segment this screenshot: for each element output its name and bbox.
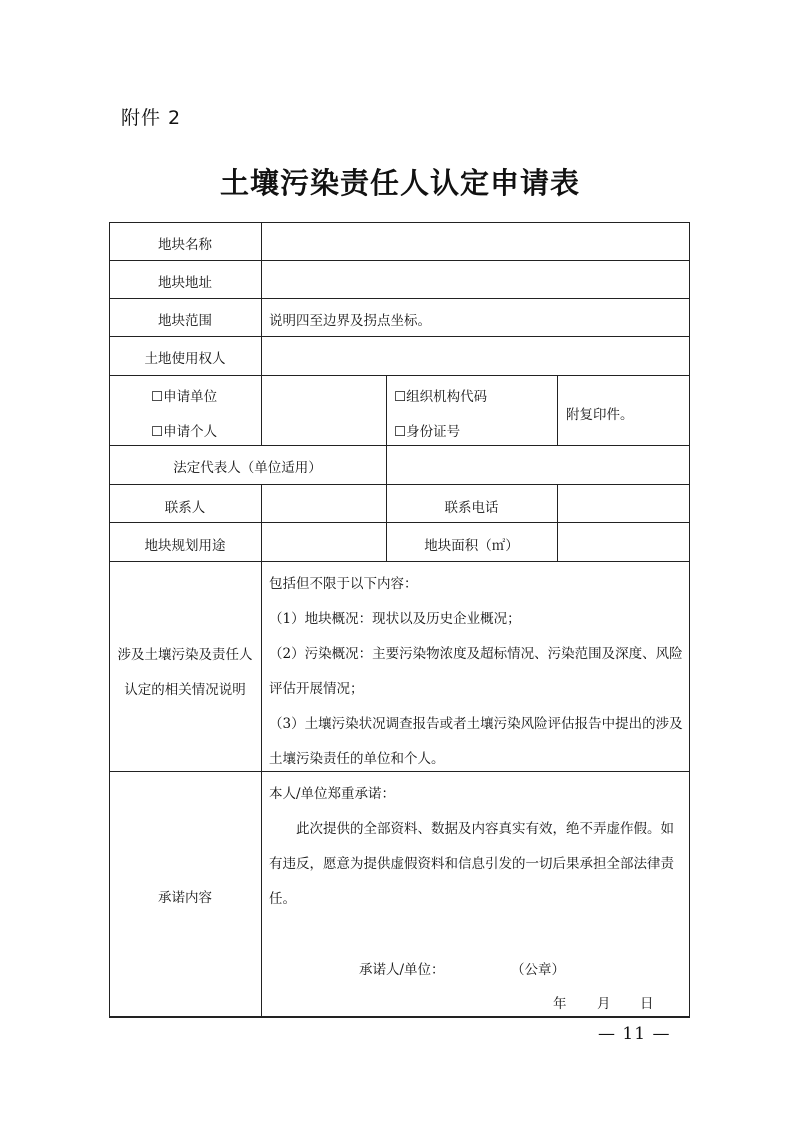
contact-phone-field[interactable] [559,486,688,521]
org-code-label: 组织机构代码 [406,389,488,405]
land-right-holder-label: 土地使用权人 [144,351,226,367]
situation-item-1: （1）地块概况：现状以及历史企业概况； [269,611,521,627]
row-divider [109,298,690,299]
date-year: 年 [553,996,567,1012]
contact-phone-label: 联系电话 [444,500,499,516]
plot-name-field[interactable] [263,224,688,259]
id-number-label: 身份证号 [406,424,461,440]
checkbox-icon[interactable]: ☐ [151,389,164,405]
checkbox-icon[interactable]: ☐ [394,424,407,440]
situation-content[interactable] [269,567,686,777]
checkbox-icon[interactable]: ☐ [394,389,407,405]
plot-scope-field[interactable]: 说明四至边界及拐点坐标。 [269,313,431,329]
page-title: 土壤污染责任人认定申请表 [219,166,580,200]
applicant-unit-checkbox-row[interactable] [151,391,217,405]
planned-use-field[interactable] [263,524,385,560]
legal-rep-label: 法定代表人（单位适用） [173,460,322,476]
commitment-text: 此次提供的全部资料、数据及内容真实有效，绝不弄虚作假。如有违反，愿意为提供虚假资料和信息引发的一切后果承担全部法律责任。 [269,821,674,907]
situation-label-line2: 认定的相关情况说明 [124,682,246,698]
table-border-bottom [109,1016,690,1018]
table-border-right [689,222,690,1018]
col-divider [261,484,262,1017]
org-code-checkbox-row[interactable] [394,391,487,405]
applicant-person-checkbox-row[interactable] [151,426,217,440]
application-form-table [109,222,690,1017]
signature-field[interactable] [449,958,509,980]
situation-item-3: （3）土壤污染状况调查报告或者土壤污染风险评估报告中提出的涉及土壤污染责任的单位和个人。 [269,716,683,767]
plot-address-field[interactable] [263,262,688,297]
checkbox-icon[interactable]: ☐ [151,424,164,440]
commitment-content [269,777,686,917]
plot-scope-label: 地块范围 [158,313,212,329]
seal-label: （公章） [511,962,565,978]
contact-person-field[interactable] [263,486,385,521]
applicant-unit-label: 申请单位 [163,389,218,405]
col-divider [557,375,558,445]
attachment-label: 附件 2 [121,107,182,129]
legal-rep-field[interactable] [388,447,688,483]
contact-person-label: 联系人 [164,500,206,516]
plot-area-label: 地块面积（㎡） [424,538,519,554]
applicant-person-label: 申请个人 [163,424,218,440]
commitment-label: 承诺内容 [158,890,212,906]
plot-name-label: 地块名称 [158,237,212,253]
date-day: 日 [640,996,654,1012]
planned-use-label: 地块规划用途 [144,538,226,554]
applicant-name-field[interactable] [263,377,385,444]
commitment-intro: 本人/单位郑重承诺： [269,786,396,802]
row-divider [109,561,690,562]
date-month: 月 [597,996,611,1012]
situation-intro: 包括但不限于以下内容： [269,576,418,592]
id-number-checkbox-row[interactable] [394,426,460,440]
attach-copy-note: 附复印件。 [566,407,634,423]
situation-label-line1: 涉及土壤污染及责任人 [117,647,253,663]
page-number: — 11 — [598,1024,671,1044]
situation-item-2: （2）污染概况：主要污染物浓度及超标情况、污染范围及深度、风险评估开展情况； [269,646,683,697]
land-right-holder-field[interactable] [263,338,688,374]
plot-address-label: 地块地址 [158,275,212,291]
signer-label: 承诺人/单位： [359,962,445,978]
plot-area-field[interactable] [559,524,688,560]
row-divider [109,375,690,376]
